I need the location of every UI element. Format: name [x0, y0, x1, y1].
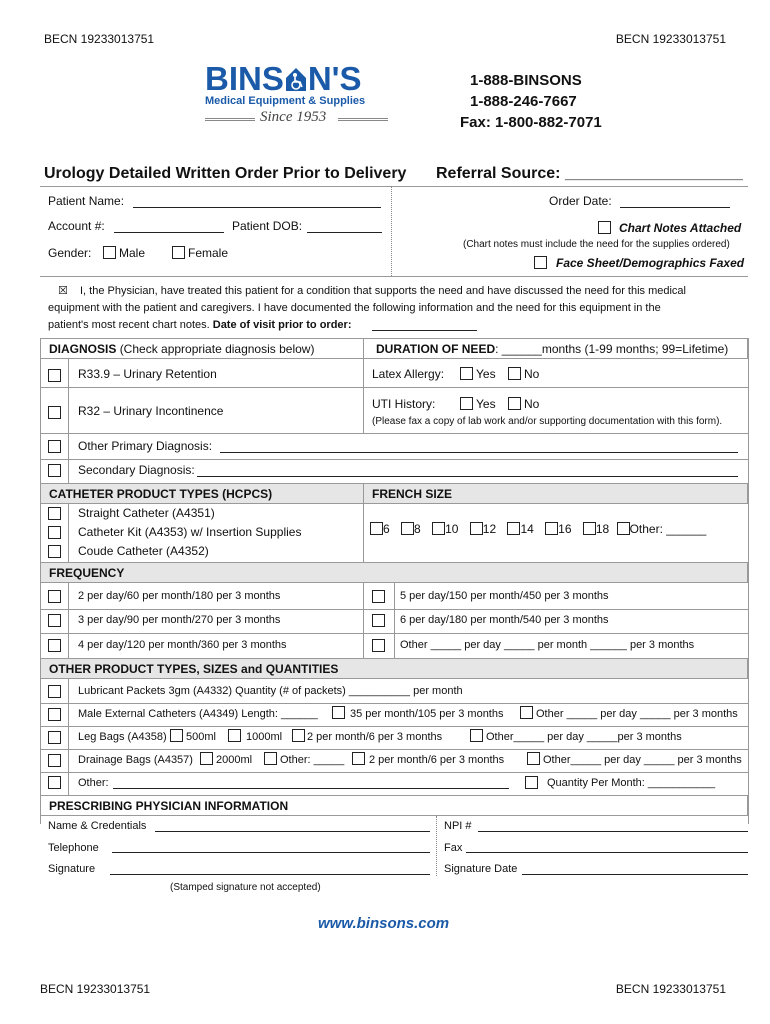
signature-field[interactable]	[110, 874, 430, 875]
name-credentials-label: Name & Credentials	[48, 820, 147, 832]
freq-3-label: 3 per day/90 per month/270 per 3 months	[78, 614, 281, 626]
duration-rest[interactable]: : ______months (1-99 months; 99=Lifetime)	[495, 342, 729, 356]
catheter-header	[40, 483, 748, 504]
fax-label: Fax	[444, 842, 463, 854]
size-12-checkbox[interactable]	[470, 522, 483, 535]
wheelchair-icon	[284, 64, 308, 90]
freq-5-label: 5 per day/150 per month/450 per 3 months	[400, 590, 609, 602]
qty-per-month-label: Quantity Per Month: ___________	[547, 777, 716, 789]
face-sheet-label: Face Sheet/Demographics Faxed	[556, 256, 745, 270]
catheter-kit-checkbox[interactable]	[48, 526, 61, 539]
male-ext-label: Male External Catheters (A4349) Length: ______	[78, 708, 318, 720]
straight-catheter-label: Straight Catheter (A4351)	[78, 506, 215, 520]
secondary-label: Secondary Diagnosis:	[78, 463, 195, 477]
uti-note: (Please fax a copy of lab work and/or supporting documentation with this form).	[372, 416, 723, 427]
visit-date-label: Date of visit prior to order:	[212, 319, 352, 331]
drain-2000-label: 2000ml	[216, 754, 253, 766]
telephone-field[interactable]	[112, 852, 430, 853]
frequency-title: FREQUENCY	[49, 566, 125, 580]
drain-2pm-label: 2 per month/6 per 3 months	[369, 754, 505, 766]
secondary-checkbox[interactable]	[48, 464, 61, 477]
uti-yes-label: Yes	[476, 397, 496, 411]
order-date-field[interactable]	[620, 207, 730, 208]
attestation-checkbox[interactable]: ☒	[58, 285, 68, 297]
frequency-header	[40, 562, 748, 583]
size-18-label: 18	[595, 522, 610, 536]
physician-header	[40, 795, 748, 816]
drain-other-label: Other_____ per day _____ per 3 months	[543, 754, 742, 766]
drainage-label: Drainage Bags (A4357)	[78, 754, 193, 766]
uti-no-label: No	[524, 397, 540, 411]
leg-other-checkbox[interactable]	[470, 729, 483, 742]
other-product-field[interactable]	[113, 788, 509, 789]
freq-4-checkbox[interactable]	[48, 639, 61, 652]
logo-name-part1: BINS	[205, 60, 284, 97]
size-8-label: 8	[414, 522, 421, 536]
qty-per-month-checkbox[interactable]	[525, 776, 538, 789]
npi-label: NPI #	[444, 820, 472, 832]
other-product-label: Other:	[78, 777, 109, 789]
signature-label: Signature	[48, 863, 96, 875]
order-date-label: Order Date:	[549, 194, 612, 208]
freq-5-checkbox[interactable]	[372, 590, 385, 603]
size-14-checkbox[interactable]	[507, 522, 520, 535]
size-8-checkbox[interactable]	[401, 522, 414, 535]
freq-4-label: 4 per day/120 per month/360 per 3 months	[78, 639, 287, 651]
uti-yes-checkbox[interactable]	[460, 397, 473, 410]
fax-field[interactable]	[466, 852, 748, 853]
chart-notes-checkbox[interactable]	[598, 221, 611, 234]
freq-other-label: Other _____ per day _____ per month ______ per 3 months	[400, 639, 695, 651]
phone-word: 1-888-BINSONS	[470, 72, 582, 89]
latex-no-checkbox[interactable]	[508, 367, 521, 380]
physician-title: PRESCRIBING PHYSICIAN INFORMATION	[49, 799, 289, 813]
chart-notes-label: Chart Notes Attached	[619, 221, 742, 235]
coude-catheter-label: Coude Catheter (A4352)	[78, 544, 209, 558]
male-checkbox[interactable]	[103, 246, 116, 259]
becn-bottom-left: BECN 19233013751	[40, 982, 151, 996]
r339-checkbox[interactable]	[48, 369, 61, 382]
form-title: Urology Detailed Written Order Prior to Delivery	[44, 165, 407, 182]
telephone-label: Telephone	[48, 842, 99, 854]
latex-yes-checkbox[interactable]	[460, 367, 473, 380]
latex-label: Latex Allergy:	[372, 367, 445, 381]
duration-need	[376, 342, 728, 356]
other-primary-field[interactable]	[220, 452, 738, 453]
signature-date-field[interactable]	[522, 874, 748, 875]
gender-label: Gender:	[48, 246, 92, 260]
website-link[interactable]: www.binsons.com	[318, 915, 450, 932]
freq-6-label: 6 per day/180 per month/540 per 3 months	[400, 614, 609, 626]
female-checkbox[interactable]	[172, 246, 185, 259]
size-other-checkbox[interactable]	[617, 522, 630, 535]
leg-1000-checkbox[interactable]	[228, 729, 241, 742]
other-primary-label: Other Primary Diagnosis:	[78, 439, 213, 453]
other-product-checkbox[interactable]	[48, 776, 61, 789]
freq-3-checkbox[interactable]	[48, 614, 61, 627]
stamp-note: (Stamped signature not accepted)	[170, 882, 321, 893]
r32-checkbox[interactable]	[48, 406, 61, 419]
freq-2-label: 2 per day/60 per month/180 per 3 months	[78, 590, 281, 602]
referral-source[interactable]: Referral Source: ____________________	[436, 165, 743, 182]
patient-name-field[interactable]	[133, 207, 381, 208]
coude-catheter-checkbox[interactable]	[48, 545, 61, 558]
fax-number: Fax: 1-800-882-7071	[460, 114, 602, 131]
visit-date-field[interactable]	[372, 330, 477, 331]
drain-2000-checkbox[interactable]	[200, 752, 213, 765]
name-credentials-field[interactable]	[155, 831, 430, 832]
other-primary-checkbox[interactable]	[48, 440, 61, 453]
drainage-checkbox[interactable]	[48, 754, 61, 767]
npi-field[interactable]	[478, 831, 748, 832]
leg-2pm-label: 2 per month/6 per 3 months	[307, 731, 443, 743]
lubricant-checkbox[interactable]	[48, 685, 61, 698]
leg-2pm-checkbox[interactable]	[292, 729, 305, 742]
face-sheet-checkbox[interactable]	[534, 256, 547, 269]
drain-other-size-checkbox[interactable]	[264, 752, 277, 765]
size-10-label: 10	[445, 522, 459, 536]
leg-bags-checkbox[interactable]	[48, 731, 61, 744]
account-field[interactable]	[114, 232, 224, 233]
leg-500-checkbox[interactable]	[170, 729, 183, 742]
size-16-label: 16	[558, 522, 572, 536]
lubricant-label: Lubricant Packets 3gm (A4332) Quantity (# of packets) __________ per month	[78, 685, 463, 697]
drain-2pm-checkbox[interactable]	[352, 752, 365, 765]
r339-label: R33.9 – Urinary Retention	[78, 367, 217, 381]
drain-other-size-label: Other: _____	[280, 754, 345, 766]
logo-since: Since 1953	[260, 109, 327, 125]
other-products-title: OTHER PRODUCT TYPES, SIZES and QUANTITIES	[49, 662, 339, 676]
size-6-checkbox[interactable]	[370, 522, 383, 535]
diagnosis-title	[49, 342, 314, 356]
secondary-field[interactable]	[197, 476, 738, 477]
attestation-line3	[48, 319, 352, 331]
catheter-title: CATHETER PRODUCT TYPES (HCPCS)	[49, 487, 273, 501]
french-size-options	[370, 522, 706, 536]
french-size-title: FRENCH SIZE	[372, 487, 453, 501]
male-ext-35-label: 35 per month/105 per 3 months	[350, 708, 504, 720]
drain-other-checkbox[interactable]	[527, 752, 540, 765]
logo-tagline: Medical Equipment & Supplies	[205, 95, 366, 107]
size-16-checkbox[interactable]	[545, 522, 558, 535]
account-label: Account #:	[48, 219, 105, 233]
size-14-label: 14	[520, 522, 534, 536]
attestation-line3-text: patient's most recent chart notes.	[48, 319, 210, 331]
contact-block	[460, 70, 602, 133]
leg-1000-label: 1000ml	[246, 731, 283, 743]
male-ext-35-checkbox[interactable]	[332, 706, 345, 719]
leg-other-label: Other_____ per day _____per 3 months	[486, 731, 682, 743]
male-label: Male	[119, 246, 146, 260]
duration-bold: DURATION OF NEED	[376, 342, 496, 356]
becn-top-right: BECN 19233013751	[615, 32, 726, 46]
diagnosis-bold: DIAGNOSIS	[49, 342, 117, 356]
diagnosis-rest: (Check appropriate diagnosis below)	[119, 342, 315, 356]
leg-500-label: 500ml	[186, 731, 216, 743]
female-label: Female	[188, 246, 229, 260]
attestation-line2: equipment with the patient and caregivers. I have documented the following information and the need for this equipment in the	[48, 302, 661, 314]
attestation-line1: I, the Physician, have treated this patient for a condition that supports the need and have discussed the need for this medical	[80, 285, 686, 297]
r32-label: R32 – Urinary Incontinence	[78, 404, 224, 418]
freq-6-checkbox[interactable]	[372, 614, 385, 627]
dob-label: Patient DOB:	[232, 219, 303, 233]
male-ext-other-label: Other _____ per day _____ per 3 months	[536, 708, 738, 720]
patient-name-label: Patient Name:	[48, 194, 125, 208]
becn-bottom-right: BECN 19233013751	[615, 982, 726, 996]
latex-no-label: No	[524, 367, 540, 381]
size-other-label: Other: ______	[629, 522, 707, 536]
uti-no-checkbox[interactable]	[508, 397, 521, 410]
binsons-logo	[205, 62, 390, 132]
phone-number: 1-888-246-7667	[470, 93, 577, 110]
straight-catheter-checkbox[interactable]	[48, 507, 61, 520]
other-products-header	[40, 658, 748, 679]
size-10-checkbox[interactable]	[432, 522, 445, 535]
male-ext-other-checkbox[interactable]	[520, 706, 533, 719]
freq-2-checkbox[interactable]	[48, 590, 61, 603]
dob-field[interactable]	[307, 232, 382, 233]
signature-date-label: Signature Date	[444, 863, 518, 875]
catheter-kit-label: Catheter Kit (A4353) w/ Insertion Supplies	[78, 525, 302, 539]
diagnosis-header	[40, 338, 748, 359]
freq-other-checkbox[interactable]	[372, 639, 385, 652]
size-12-label: 12	[482, 522, 497, 536]
becn-top-left: BECN 19233013751	[44, 32, 155, 46]
uti-label: UTI History:	[372, 397, 436, 411]
latex-yes-label: Yes	[476, 367, 496, 381]
chart-notes-note: (Chart notes must include the need for the supplies ordered)	[463, 239, 730, 250]
logo-name-part2: N'S	[307, 60, 362, 97]
leg-bags-label: Leg Bags (A4358)	[78, 731, 167, 743]
male-ext-checkbox[interactable]	[48, 708, 61, 721]
size-18-checkbox[interactable]	[583, 522, 596, 535]
size-6-label: 6	[383, 522, 390, 536]
